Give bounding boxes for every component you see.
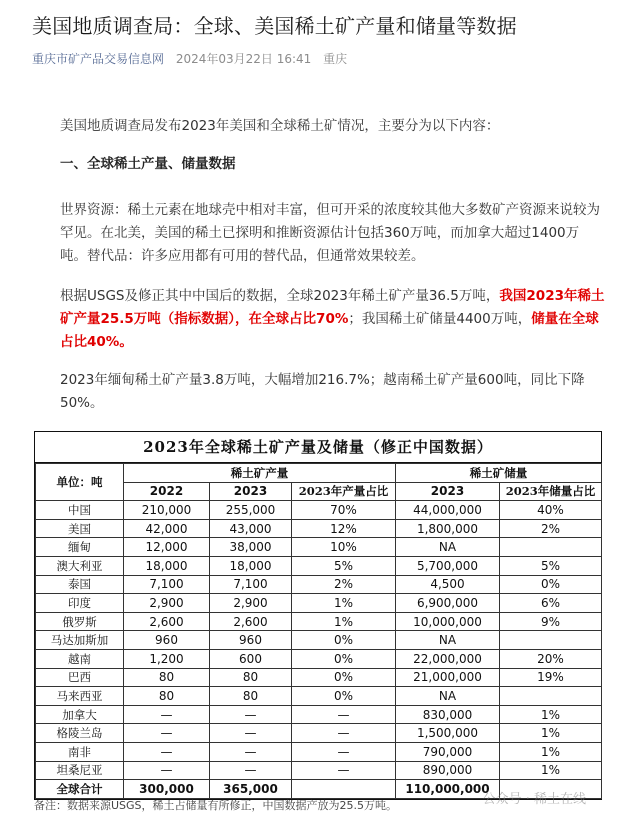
value-cell: 6,900,000: [396, 594, 500, 613]
value-cell: 6%: [500, 594, 602, 613]
value-cell: 12,000: [124, 538, 210, 557]
col-2022: 2022: [124, 482, 210, 501]
value-cell: 20%: [500, 649, 602, 668]
table-row: [36, 519, 602, 538]
value-cell: —: [292, 705, 396, 724]
value-cell: 0%: [292, 668, 396, 687]
article-meta: [32, 50, 355, 67]
usgs-highlight-1: 我国2023年稀土矿产量25.5万吨（指标数据），在全球占比70%: [60, 288, 605, 327]
table-row: [36, 742, 602, 761]
value-cell: —: [292, 761, 396, 780]
value-cell: 2%: [500, 519, 602, 538]
value-cell: —: [210, 761, 292, 780]
usgs-highlight-2: 储量在全球占比40%。: [60, 311, 599, 350]
table-footnote: 备注：数据来源USGS，稀土占储量有所修正，中国数据产放为25.5万吨。: [34, 799, 398, 812]
production-header: 稀土矿产量: [124, 464, 396, 483]
value-cell: 10,000,000: [396, 612, 500, 631]
section-heading: 一、全球稀土产量、储量数据: [60, 156, 236, 172]
country-cell: 坦桑尼亚: [36, 761, 124, 780]
usgs-text-2: ；我国稀土矿储量4400万吨，: [348, 311, 532, 327]
value-cell: 830,000: [396, 705, 500, 724]
value-cell: 4,500: [396, 575, 500, 594]
value-cell: 0%: [292, 649, 396, 668]
world-resources-text: 世界资源：稀土元素在地球壳中相对丰富，但可开采的浓度较其他大多数矿产资源来说较为罕见。在北美，美国的稀土已探明和推断资源估计包括360万吨，而加拿大超过1400万吨。替代品：许多应用都有可用的替代品，但通常效果较差。: [60, 202, 600, 264]
country-cell: 越南: [36, 649, 124, 668]
value-cell: —: [124, 742, 210, 761]
value-cell: —: [210, 724, 292, 743]
value-cell: 80: [210, 687, 292, 706]
value-cell: 18,000: [124, 556, 210, 575]
value-cell: 38,000: [210, 538, 292, 557]
col-reserve-2023: 2023: [396, 482, 500, 501]
table-row: [36, 501, 602, 520]
value-cell: 80: [124, 687, 210, 706]
value-cell: 1,500,000: [396, 724, 500, 743]
publish-location: 重庆: [323, 52, 348, 66]
value-cell: [500, 687, 602, 706]
table-title: 2023年全球稀土矿产量及储量（修正中国数据）: [35, 432, 601, 463]
value-cell: —: [124, 724, 210, 743]
value-cell: 9%: [500, 612, 602, 631]
value-cell: 2,600: [124, 612, 210, 631]
value-cell: 19%: [500, 668, 602, 687]
value-cell: NA: [396, 538, 500, 557]
usgs-paragraph: [60, 285, 605, 354]
country-cell: 泰国: [36, 575, 124, 594]
unit-header: 单位：吨: [36, 464, 124, 501]
value-cell: 960: [124, 631, 210, 650]
world-resources-paragraph: [60, 199, 605, 268]
table-row: [36, 538, 602, 557]
value-cell: 40%: [500, 501, 602, 520]
table-row: [36, 612, 602, 631]
col-2023: 2023: [210, 482, 292, 501]
value-cell: —: [292, 742, 396, 761]
myanmar-paragraph: 2023年缅甸稀土矿产量3.8万吨，大幅增加216.7%；越南稀土矿产量600吨，同比下降50%。: [60, 372, 585, 411]
value-cell: 1%: [500, 761, 602, 780]
value-cell: 44,000,000: [396, 501, 500, 520]
table-row: [36, 649, 602, 668]
value-cell: 70%: [292, 501, 396, 520]
value-cell: 300,000: [124, 780, 210, 799]
table-row: [36, 575, 602, 594]
value-cell: 7,100: [210, 575, 292, 594]
value-cell: 790,000: [396, 742, 500, 761]
publish-date: 2024年03月22日 16:41: [175, 52, 312, 66]
value-cell: 960: [210, 631, 292, 650]
table-row: [36, 761, 602, 780]
article-title: 美国地质调查局：全球、美国稀土矿产量和储量等数据: [32, 14, 517, 38]
value-cell: 210,000: [124, 501, 210, 520]
value-cell: 1%: [500, 724, 602, 743]
value-cell: 80: [210, 668, 292, 687]
value-cell: 42,000: [124, 519, 210, 538]
value-cell: 21,000,000: [396, 668, 500, 687]
value-cell: NA: [396, 687, 500, 706]
country-cell: 巴西: [36, 668, 124, 687]
value-cell: 12%: [292, 519, 396, 538]
watermark: 公众号 · 稀土在线: [482, 792, 586, 807]
reserve-header: 稀土矿储量: [396, 464, 602, 483]
country-cell: 马来西亚: [36, 687, 124, 706]
value-cell: 10%: [292, 538, 396, 557]
value-cell: 0%: [500, 575, 602, 594]
value-cell: —: [292, 724, 396, 743]
value-cell: 1%: [500, 705, 602, 724]
value-cell: 110,000,000: [396, 780, 500, 799]
country-cell: 格陵兰岛: [36, 724, 124, 743]
value-cell: 1%: [292, 612, 396, 631]
table-row: [36, 724, 602, 743]
value-cell: —: [124, 761, 210, 780]
value-cell: 2,600: [210, 612, 292, 631]
value-cell: 22,000,000: [396, 649, 500, 668]
value-cell: 0%: [292, 631, 396, 650]
country-cell: 美国: [36, 519, 124, 538]
usgs-text-1: 根据USGS及修正其中中国后的数据，全球2023年稀土矿产量36.5万吨，: [60, 288, 500, 304]
table-row: [36, 631, 602, 650]
value-cell: [500, 631, 602, 650]
value-cell: 2,900: [210, 594, 292, 613]
data-table: [35, 463, 602, 799]
value-cell: 18,000: [210, 556, 292, 575]
table-row: [36, 556, 602, 575]
value-cell: 2,900: [124, 594, 210, 613]
value-cell: [292, 780, 396, 799]
value-cell: 5,700,000: [396, 556, 500, 575]
value-cell: 2%: [292, 575, 396, 594]
value-cell: 5%: [292, 556, 396, 575]
value-cell: 7,100: [124, 575, 210, 594]
country-cell: 俄罗斯: [36, 612, 124, 631]
country-cell: 缅甸: [36, 538, 124, 557]
country-cell: 澳大利亚: [36, 556, 124, 575]
intro-paragraph: 美国地质调查局发布2023年美国和全球稀土矿情况，主要分为以下内容：: [60, 118, 500, 134]
value-cell: 1%: [500, 742, 602, 761]
source-link[interactable]: 重庆市矿产品交易信息网: [32, 52, 165, 66]
value-cell: 0%: [292, 687, 396, 706]
table-row: [36, 668, 602, 687]
country-cell: 全球合计: [36, 780, 124, 799]
value-cell: 1,200: [124, 649, 210, 668]
value-cell: [500, 538, 602, 557]
country-cell: 中国: [36, 501, 124, 520]
value-cell: —: [210, 742, 292, 761]
table-row: [36, 594, 602, 613]
col-reserve-share: 2023年储量占比: [500, 482, 602, 501]
value-cell: 890,000: [396, 761, 500, 780]
value-cell: NA: [396, 631, 500, 650]
value-cell: 80: [124, 668, 210, 687]
country-cell: 南非: [36, 742, 124, 761]
value-cell: 5%: [500, 556, 602, 575]
value-cell: 255,000: [210, 501, 292, 520]
col-production-share: 2023年产量占比: [292, 482, 396, 501]
country-cell: 印度: [36, 594, 124, 613]
value-cell: 1,800,000: [396, 519, 500, 538]
table-row: [36, 705, 602, 724]
country-cell: 马达加斯加: [36, 631, 124, 650]
value-cell: —: [124, 705, 210, 724]
value-cell: 365,000: [210, 780, 292, 799]
value-cell: 1%: [292, 594, 396, 613]
value-cell: 43,000: [210, 519, 292, 538]
value-cell: —: [210, 705, 292, 724]
country-cell: 加拿大: [36, 705, 124, 724]
table-row: [36, 687, 602, 706]
rare-earth-table: [34, 431, 602, 800]
value-cell: 600: [210, 649, 292, 668]
